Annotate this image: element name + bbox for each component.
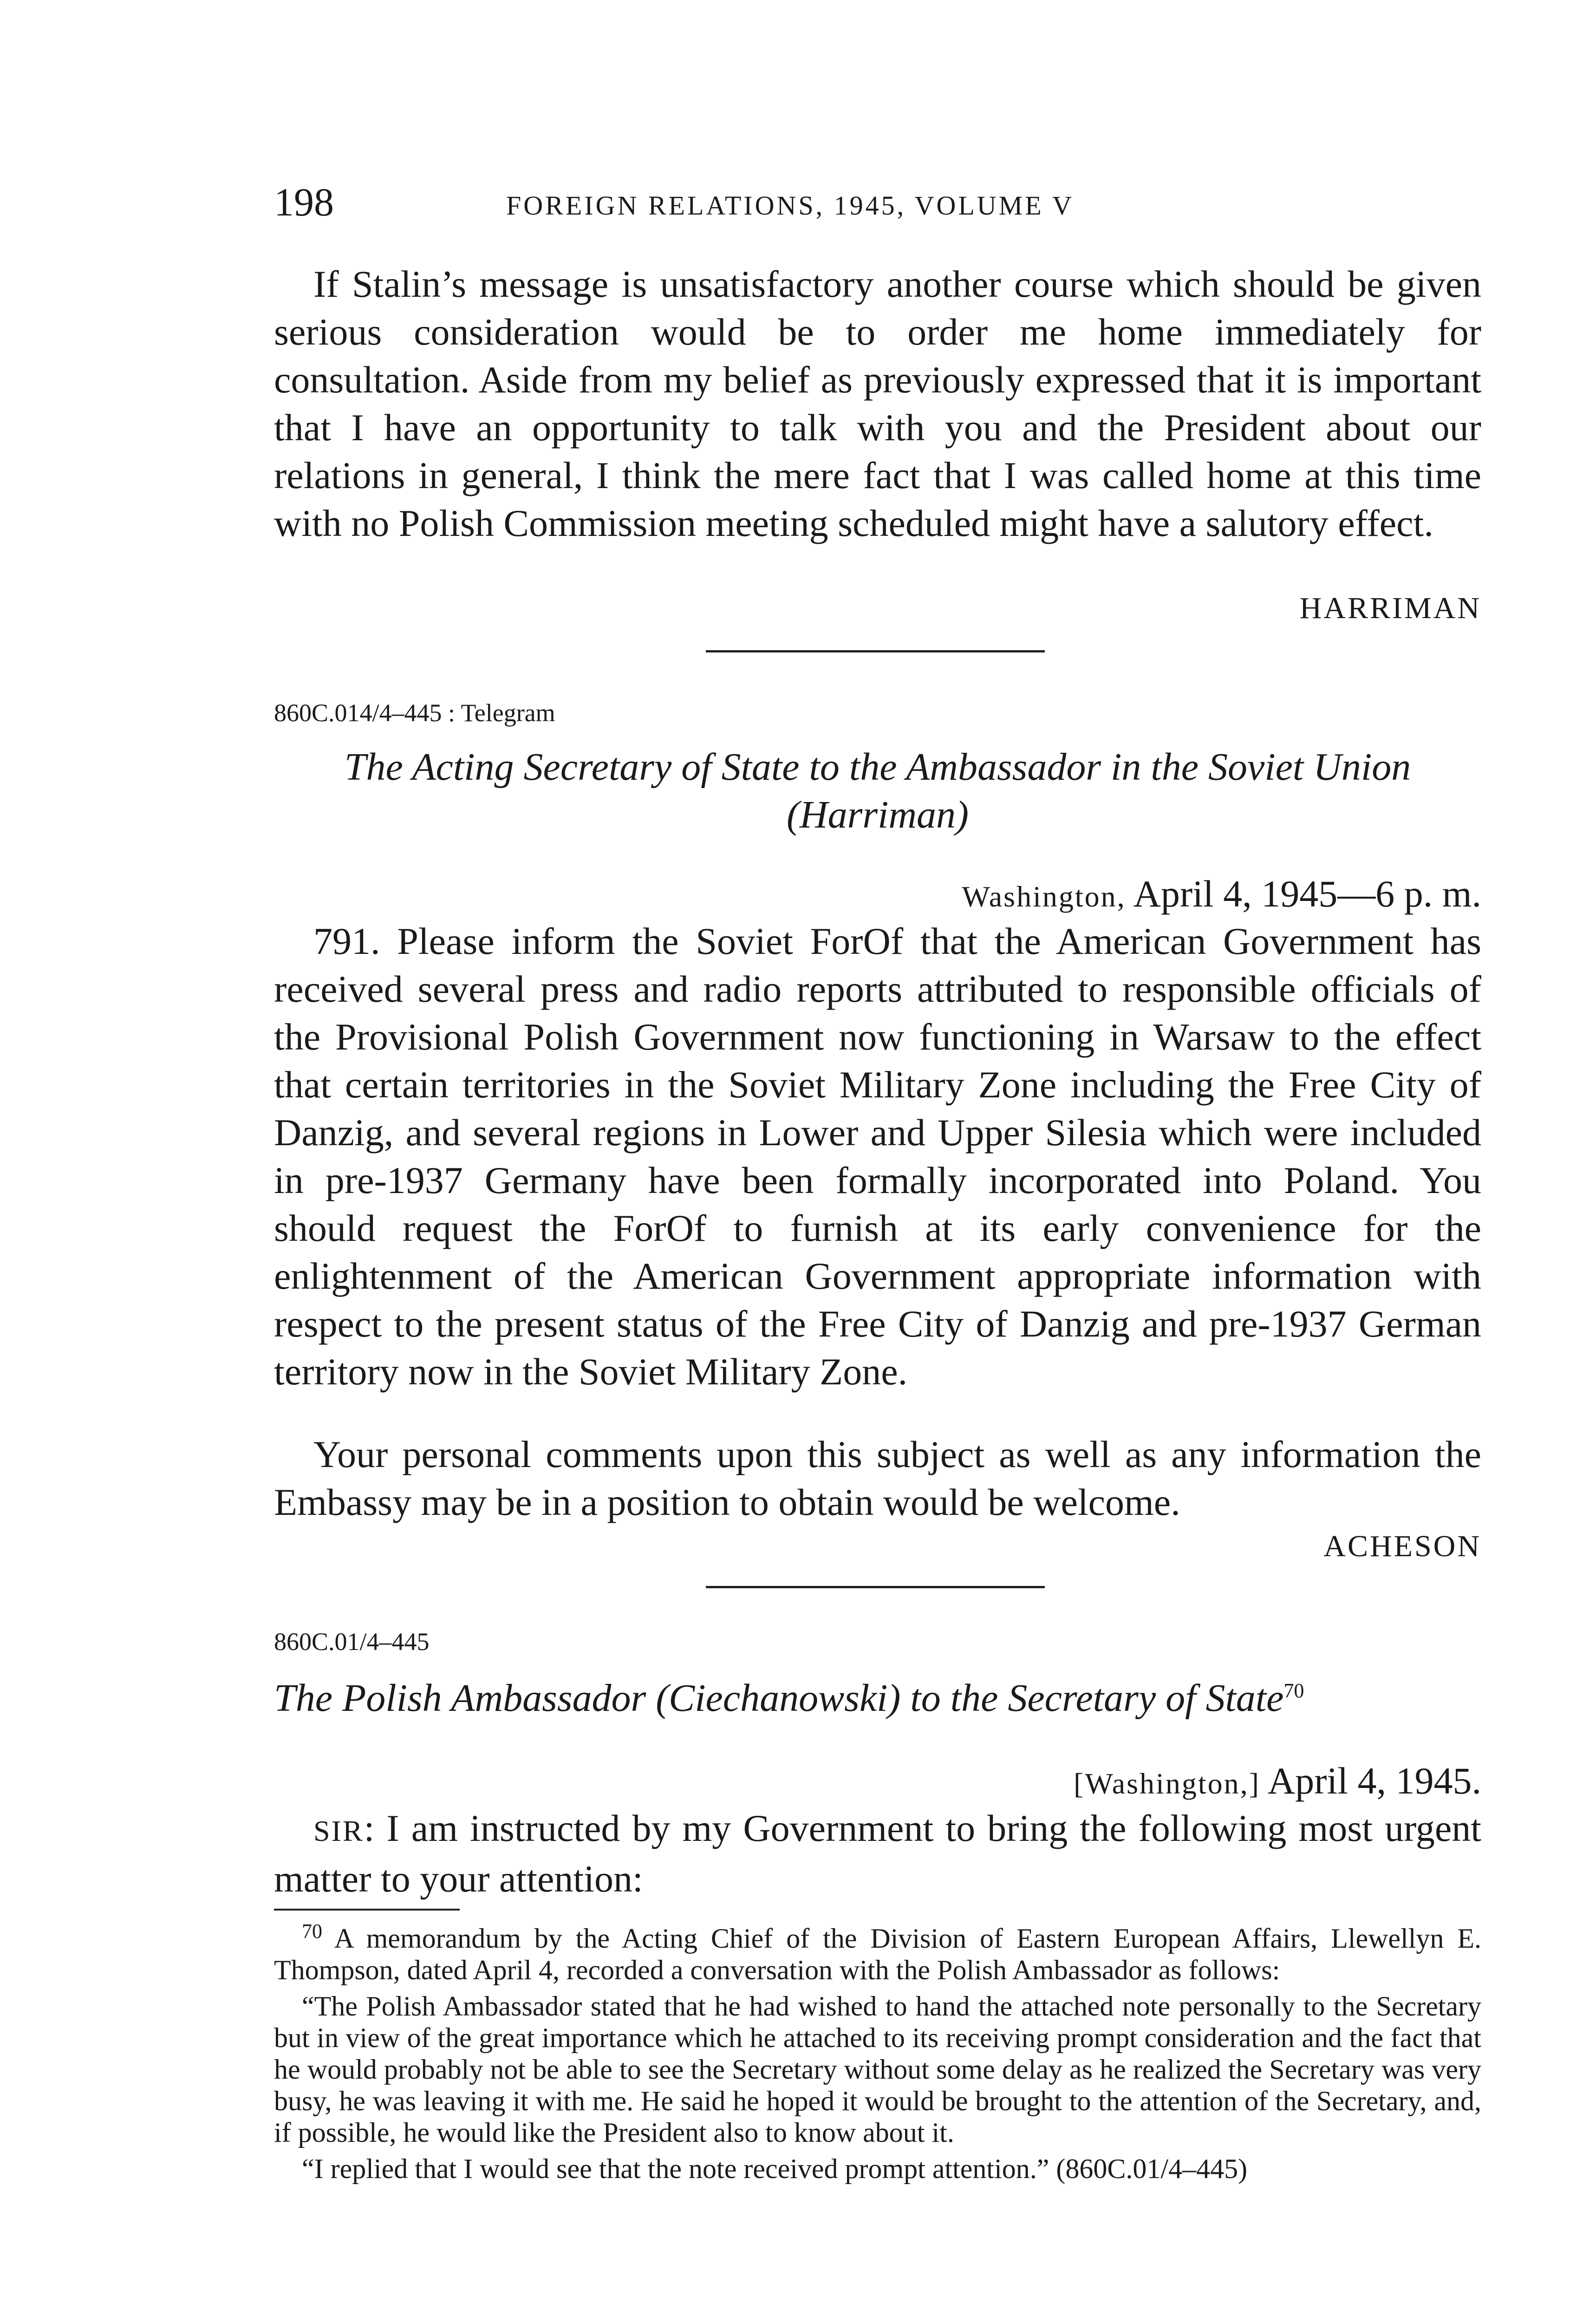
heading-text: The Polish Ambassador (Ciechanowski) to the Secretary of State [274, 1676, 1284, 1720]
section-divider [706, 650, 1045, 652]
file-reference: 860C.014/4–445 : Telegram [274, 699, 555, 727]
letter-paragraph [274, 1804, 1481, 1903]
footnote [274, 1920, 1481, 2185]
document-heading [274, 743, 1481, 839]
harriman-closing-paragraph: If Stalin’s message is unsatisfactory another course which should be given serious consideration would be to order me home immediately for consultation. Aside from my belief as previously expressed that it is important that I have an opportunity to talk with you and the President about our relations in general, I think the mere fact that I was called home at this time with no Polish Commission meeting scheduled might have a salutory effect. [274, 263, 1481, 544]
running-header [274, 179, 1495, 235]
salutation: SIR [313, 1814, 364, 1847]
signature-acheson: ACHESON [1323, 1529, 1481, 1563]
document-heading [274, 1674, 1481, 1722]
letter-text: : I am instructed by my Government to bring the following most urgent matter to your attention: [274, 1807, 1481, 1900]
file-reference: 860C.01/4–445 [274, 1628, 430, 1656]
dateline-date: April 4, 1945. [1267, 1760, 1481, 1802]
running-title: FOREIGN RELATIONS, 1945, VOLUME V [506, 190, 1074, 221]
footnote-paragraph-2: “The Polish Ambassador stated that he had wished to hand the attached note personally to the Secretary but in view of the great importance which he attached to its receiving prompt consideration and the fact that he would probably not be able to see the Secretary without some delay as he realized the Secretary was very busy, he was leaving it with me. He said he hoped it would be brought to the attention of the Secretary, and, if possible, he would like the President also to know about it. [274, 1991, 1481, 2148]
dateline-place: Washington, [962, 880, 1126, 913]
dateline [1074, 1758, 1481, 1807]
footnote-mark: 70 [302, 1920, 322, 1943]
heading-line-1: The Acting Secretary of State to the Ambassador in the Soviet Union [344, 745, 1411, 789]
signature-harriman: HARRIMAN [1299, 591, 1481, 625]
dateline [962, 871, 1481, 920]
dateline-date: April 4, 1945—6 p. m. [1133, 873, 1481, 915]
section-divider [706, 1586, 1045, 1588]
footnote-rule [274, 1909, 460, 1911]
dateline-place: [Washington,] [1074, 1767, 1260, 1800]
footnote-paragraph-1 [274, 1920, 1481, 1986]
heading-line-2: (Harriman) [787, 793, 969, 836]
page-number: 198 [274, 180, 334, 224]
footnote-text-1: A memorandum by the Acting Chief of the Division of Eastern European Affairs, Llewellyn E. Thompson, dated April 4, recorded a conversation with the Polish Ambassador as follows: [274, 1923, 1481, 1985]
footnote-paragraph-3: “I replied that I would see that the note received prompt attention.” (860C.01/4–445) [302, 2153, 1248, 2184]
footnote-reference: 70 [1283, 1679, 1304, 1702]
telegram-paragraph-2: Your personal comments upon this subject as well as any information the Embassy may be in a position to obtain would be welcome. [274, 1433, 1481, 1523]
telegram-paragraph-1: 791. Please inform the Soviet ForOf that the American Government has received several press and radio reports attributed to responsible officials of the Provisional Polish Government now functioning in Warsaw to the effect that certain territories in the Soviet Military Zone including the Free City of Danzig, and several regions in Lower and Upper Silesia which were included in pre-1937 Germany have been formally incorporated into Poland. You should request the ForOf to furnish at its early convenience for the enlightenment of the American Government appropriate information with respect to the present status of the Free City of Danzig and pre-1937 German territory now in the Soviet Military Zone. [274, 920, 1481, 1393]
